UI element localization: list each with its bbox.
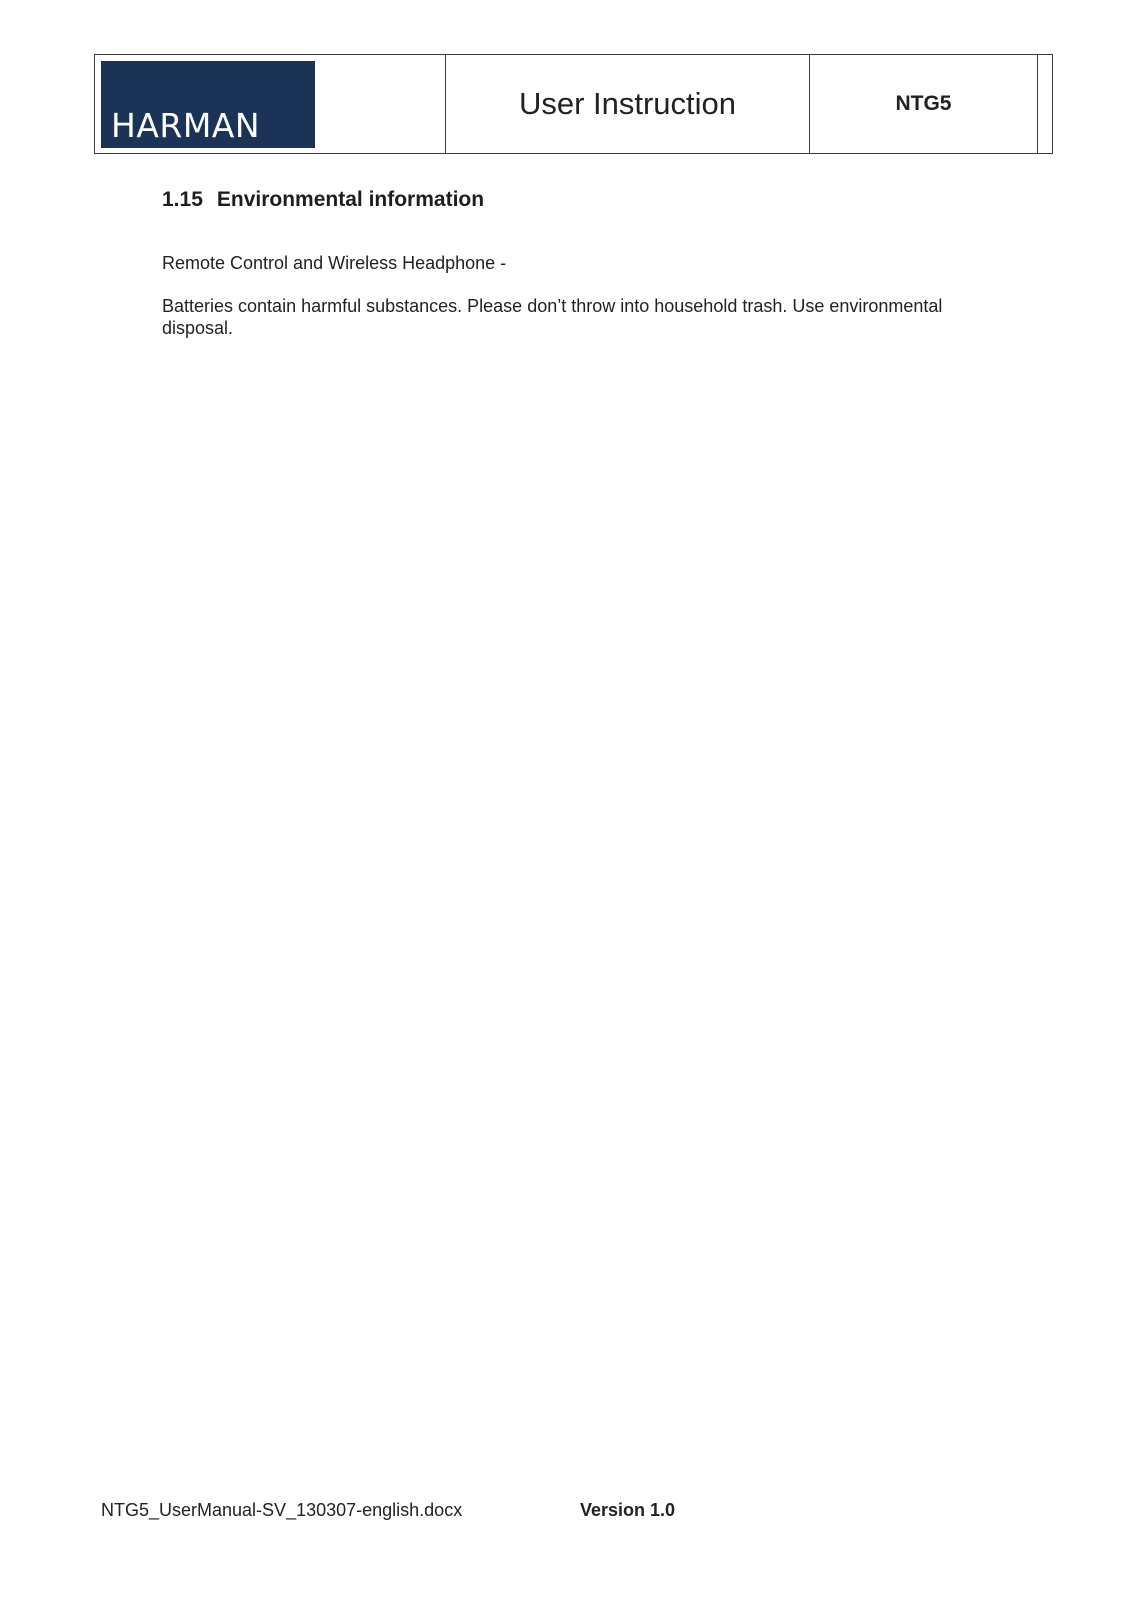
logo-cell [95,55,446,153]
header-empty-cell [1038,55,1052,153]
footer-version: Version 1.0 [580,1500,676,1520]
paragraph: Remote Control and Wireless Headphone - [162,253,507,273]
header-table [94,54,1053,154]
paragraph: Batteries contain harmful substances. Please don’t throw into household trash. Use environmental disposal. [162,296,943,338]
section-number: 1.15 [162,188,203,211]
logo-text: HARMAN [111,105,261,145]
document-title: User Instruction [446,55,810,153]
section-title: Environmental information [216,188,485,211]
footer-filename: NTG5_UserManual-SV_130307-english.docx [101,1500,463,1520]
document-code: NTG5 [810,55,1038,153]
harman-logo [101,61,315,148]
section-heading [162,188,484,212]
